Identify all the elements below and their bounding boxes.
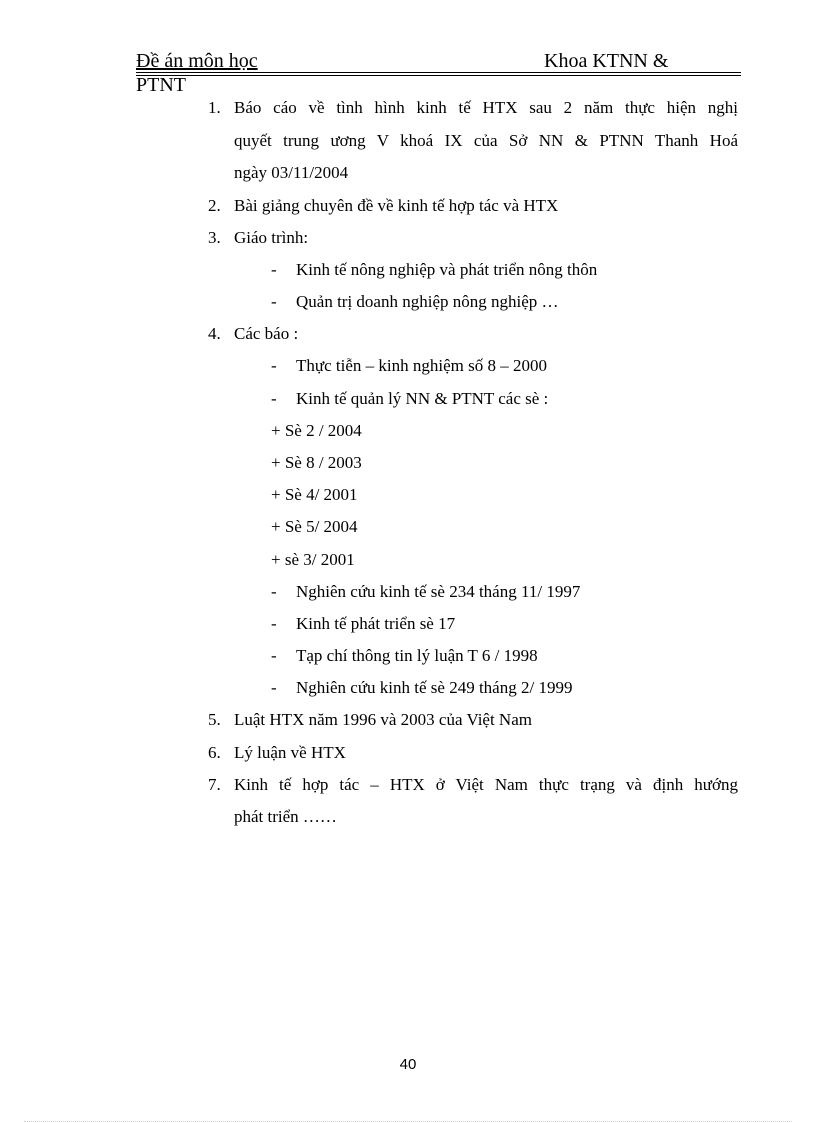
header-faculty: Khoa KTNN & <box>544 50 669 72</box>
page-number: 40 <box>399 1056 417 1073</box>
sub-item-text: Tạp chí thông tin lý luận T 6 / 1998 <box>296 646 538 665</box>
dash-bullet: - <box>271 678 277 697</box>
dash-bullet: - <box>271 260 277 279</box>
sub-item-text: Nghiên cứu kinh tế sè 234 tháng 11/ 1997 <box>296 582 581 601</box>
item-number: 7. <box>208 775 221 794</box>
sub-item-text: Thực tiễn – kinh nghiệm số 8 – 2000 <box>296 356 547 375</box>
dash-bullet: - <box>271 646 277 665</box>
page-bottom-divider <box>24 1121 792 1122</box>
dash-bullet: - <box>271 389 277 408</box>
item-text: quyết trung ương V khoá IX của Sở NN & PTNN Thanh Hoá <box>234 131 738 150</box>
item-number: 2. <box>208 196 221 215</box>
item-number: 1. <box>208 98 221 117</box>
item-text: Bài giảng chuyên đề về kinh tế hợp tác và HTX <box>234 196 559 215</box>
header-faculty-continuation: PTNT <box>136 74 186 96</box>
dash-bullet: - <box>271 292 277 311</box>
sub-item-text: Kinh tế phát triển sè 17 <box>296 614 456 633</box>
item-number: 3. <box>208 228 221 247</box>
item-text: Lý luận về HTX <box>234 743 346 762</box>
item-number: 5. <box>208 710 221 729</box>
sub-item-text: Quản trị doanh nghiệp nông nghiệp … <box>296 292 559 311</box>
item-text: Các báo : <box>234 324 299 343</box>
item-number: 4. <box>208 324 221 343</box>
sub-item-text: Nghiên cứu kinh tế sè 249 tháng 2/ 1999 <box>296 678 573 697</box>
issue-text: + Sè 8 / 2003 <box>271 453 362 472</box>
sub-item-text: Kinh tế nông nghiệp và phát triển nông thôn <box>296 260 598 279</box>
page-header <box>136 50 741 73</box>
issue-text: + sè 3/ 2001 <box>271 550 355 569</box>
issue-text: + Sè 5/ 2004 <box>271 517 358 536</box>
sub-item-text: Kinh tế quản lý NN & PTNT các sè : <box>296 389 549 408</box>
issue-text: + Sè 2 / 2004 <box>271 421 362 440</box>
item-text: Kinh tế hợp tác – HTX ở Việt Nam thực trạng và định hướng <box>234 775 738 794</box>
issue-text: + Sè 4/ 2001 <box>271 485 358 504</box>
dash-bullet: - <box>271 614 277 633</box>
item-number: 6. <box>208 743 221 762</box>
dash-bullet: - <box>271 356 277 375</box>
item-text: Báo cáo về tình hình kinh tế HTX sau 2 năm thực hiện nghị <box>234 98 738 117</box>
dash-bullet: - <box>271 582 277 601</box>
item-text: Luật HTX năm 1996 và 2003 của Việt Nam <box>234 710 532 729</box>
item-text: phát triển …… <box>234 807 337 826</box>
header-course-title: Đề án môn học <box>136 50 258 72</box>
item-text: ngày 03/11/2004 <box>234 163 349 182</box>
item-text: Giáo trình: <box>234 228 309 247</box>
